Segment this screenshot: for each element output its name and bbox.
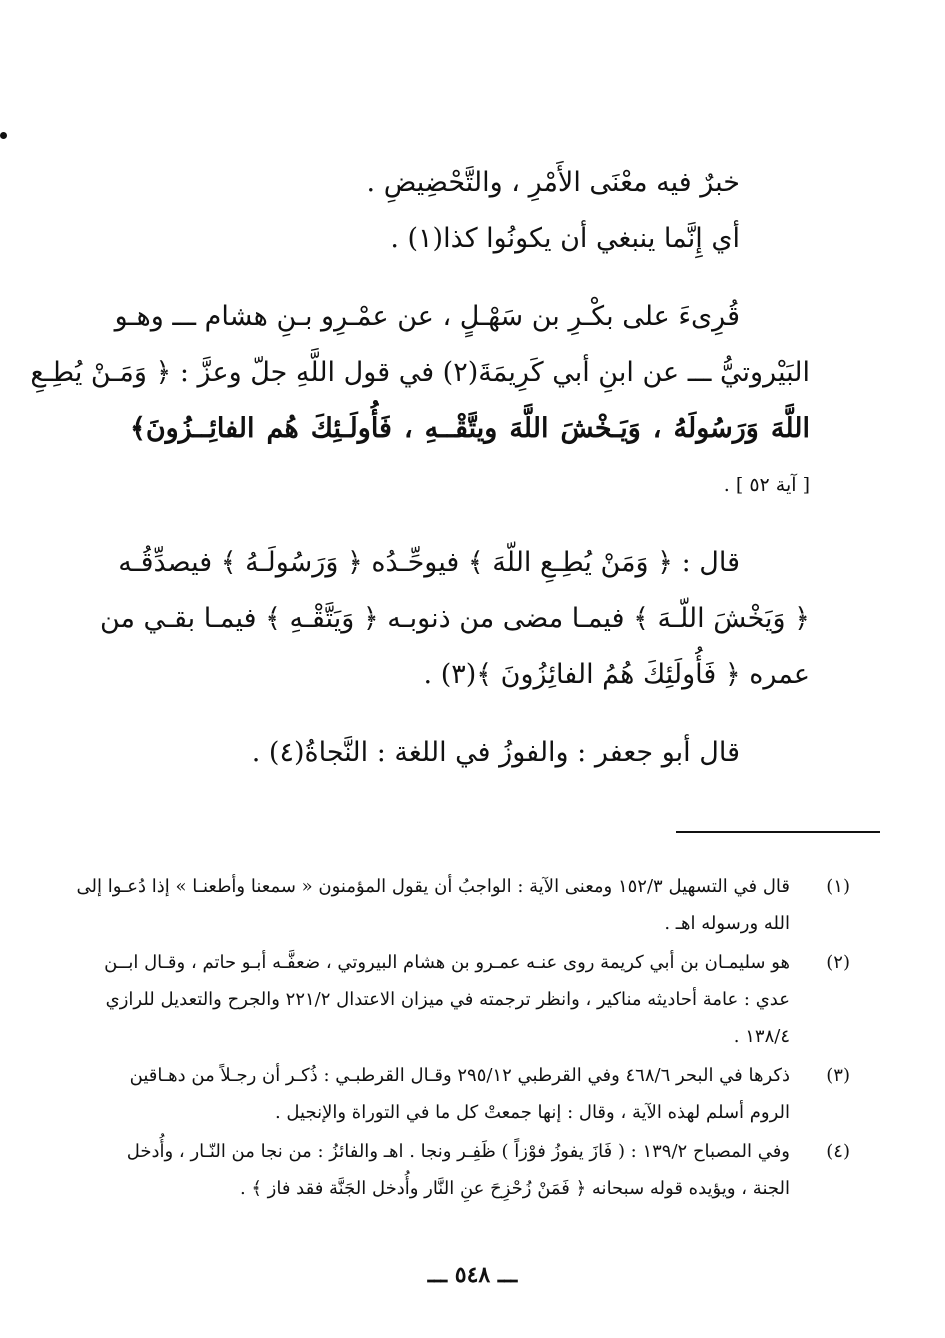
footnote-line: قال في التسهيل ١٥٢/٣ ومعنى الآية : الواجبُ أن يقول المؤمنون « سمعنا وأطعنـا » إذا دُعـوا إلى: [76, 876, 790, 897]
footnote-number: (٣): [826, 1065, 850, 1086]
text-line: قال أبو جعفر : والفوزُ في اللغة : النَّجاةُ(٤) .: [251, 737, 740, 768]
footnote-number: (٢): [826, 952, 850, 973]
text-line: البَيْروتيُّ ـــ عن ابنِ أبي كَرِيمَةَ(٢) في قول اللَّهِ جلّ وعزَّ : ﴿ وَمَـنْ يُطِـعِ: [30, 357, 810, 388]
footnote: [76, 868, 850, 942]
footnotes: [76, 868, 850, 1209]
text-line: خبرٌ فيه معْنَى الأَمْرِ ، والتَّحْضِيضِ .: [366, 167, 740, 198]
footnote-number: (٤): [826, 1141, 850, 1162]
scan-mark: [0, 132, 7, 139]
footnote-line: وفي المصباح ١٣٩/٢ : ( فَازَ يفوزُ فوْزاً ) ظَفِـر ونجا . اهـ والفائزُ : من نجا من النّـار ، وأُدخل: [126, 1141, 790, 1162]
footnote-line: الله ورسوله اهـ .: [664, 913, 790, 934]
text-line: ﴿ وَيَخْشَ اللّـهَ ﴾ فيمـا مضى من ذنوبـه ﴿ وَيَتَّقْـهِ ﴾ فيمـا بقـي من: [99, 603, 810, 634]
page-number: ـــ ٥٤٨ ـــ: [427, 1262, 518, 1288]
text-line: عمره ﴿ فَأُولَئِكَ هُمُ الفائِزُونَ ﴾(٣) .: [423, 659, 810, 690]
text-line: قُرِىءَ على بكْـرِ بن سَهْـلٍ ، عن عمْـرِو بـنِ هشام ـــ وهـو: [114, 301, 740, 332]
verse-reference: [ آية ٥٢ ] .: [723, 474, 810, 496]
quran-verse-line: اللَّهَ وَرَسُولَهُ ، وَيَـخْشَ اللَّهَ ويتَّقْــهِ ، فَأُولَـئِكَ هُم الفائِــزُونَ﴾: [130, 413, 810, 444]
footnote-number: (١): [826, 876, 850, 897]
text-line: أي إِنَّما ينبغي أن يكونُوا كذا(١) .: [390, 223, 740, 254]
footnote-line: ذكرها في البحر ٤٦٨/٦ وفي القرطبي ٢٩٥/١٢ وقـال القرطبـي : ذُكـر أن رجـلاً من دهـاقين: [129, 1065, 790, 1086]
footnote: [100, 944, 850, 1055]
footnote-separator: [676, 831, 880, 833]
footnote-line: الروم أسلم لهذه الآية ، وقال : إنها جمعتْ كل ما في التوراة والإنجيل .: [274, 1102, 790, 1123]
footnote-line: هو سليمـان بن أبي كريمة روى عنـه عمـرو بن هشام البيروتي ، ضعفَّـه أبـو حاتم ، وقـال ابــن: [104, 952, 790, 973]
footnote: [100, 1057, 850, 1131]
main-text: [30, 155, 810, 781]
footnote-line: الجنة ، ويؤيده قوله سبحانه ﴿ فَمَنْ زُحْزِحَ عنِ النَّار وأُدخل الجَنَّة فقد فاز ﴾ .: [239, 1178, 790, 1199]
footnote-line: عدي : عامة أحاديثه مناكير ، وانظر ترجمته في ميزان الاعتدال ٢٢١/٢ والجرح والتعديل للرازي: [105, 989, 790, 1010]
footnote: [100, 1133, 850, 1207]
footnote-line: ١٣٨/٤ .: [733, 1026, 790, 1047]
text-line: قال : ﴿ وَمَنْ يُطِـعِ اللّهَ ﴾ فيوحِّـدُه ﴿ وَرَسُولَـهُ ﴾ فيصدِّقُـه: [118, 547, 740, 578]
